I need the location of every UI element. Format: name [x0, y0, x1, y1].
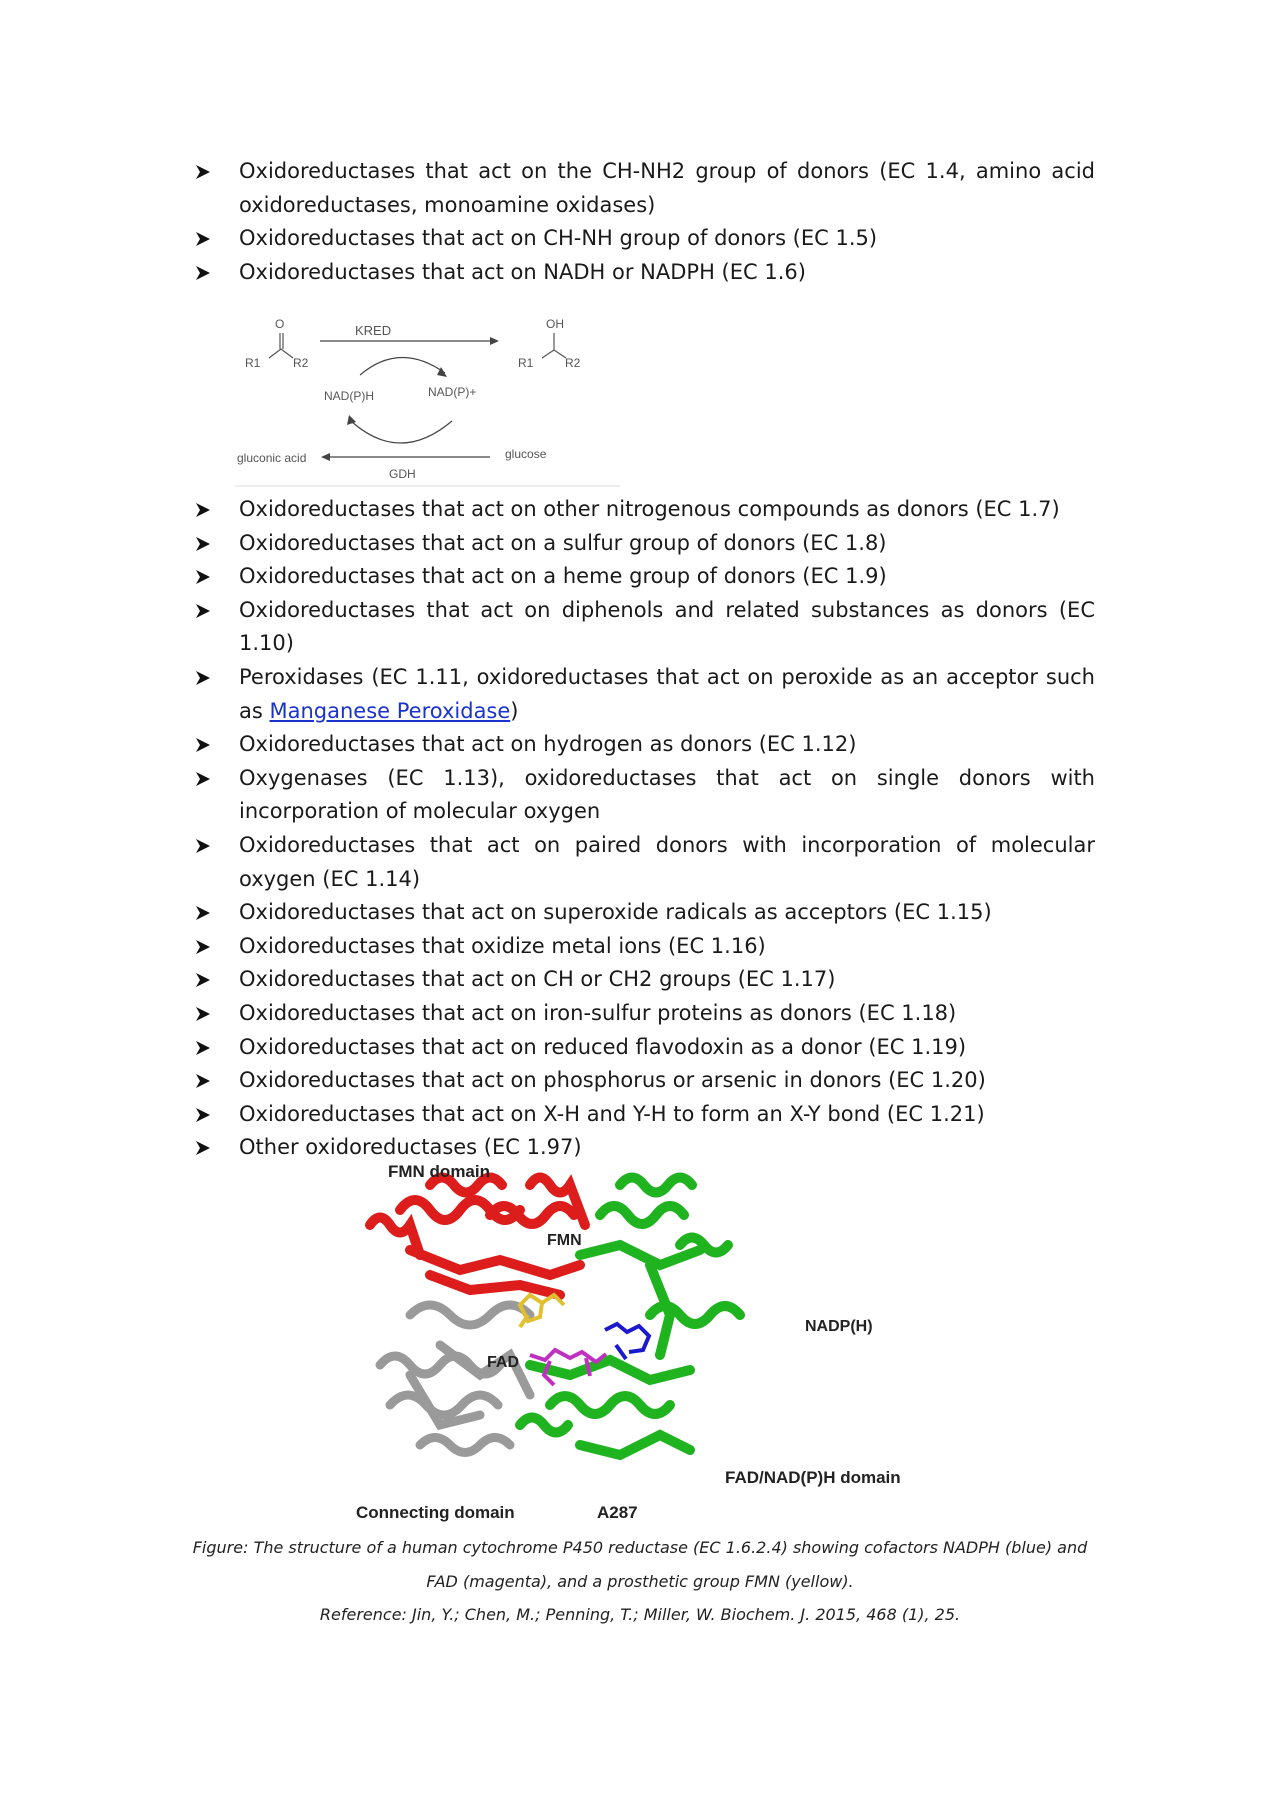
arrow-bullet-icon	[195, 737, 211, 753]
list-item-text: Oxidoreductases that act on iron-sulfur proteins as donors (EC 1.18)	[239, 1000, 957, 1025]
nadph-label: NAD(P)H	[324, 389, 374, 403]
list-item	[195, 527, 1095, 561]
glucose-label: glucose	[505, 447, 547, 461]
arrow-bullet-icon	[195, 603, 211, 619]
nadp-plus-label: NAD(P)+	[428, 385, 477, 399]
nadph-cofactor-sticks	[605, 1324, 649, 1359]
arrow-bullet-icon	[195, 771, 211, 787]
manganese-peroxidase-link[interactable]: Manganese Peroxidase	[269, 698, 511, 723]
arrow-bullet-icon	[195, 536, 211, 552]
nadph-figure-label: NADP(H)	[805, 1318, 873, 1335]
list-item-text: Oxidoreductases that act on CH or CH2 groups (EC 1.17)	[239, 967, 836, 992]
gluconic-acid-label: gluconic acid	[237, 451, 307, 465]
figure-reference: Reference: Jin, Y.; Chen, M.; Penning, T.; Miller, W. Biochem. J. 2015, 468 (1), 25.	[319, 1605, 961, 1624]
list-item-text: Oxidoreductases that act on a sulfur group of donors (EC 1.8)	[239, 530, 887, 555]
list-item	[195, 728, 1095, 762]
list-item	[195, 762, 1095, 829]
kred-gdh-reaction-scheme	[235, 305, 620, 490]
list-item	[195, 560, 1095, 594]
figure-caption: Figure: The structure of a human cytochrome P450 reductase (EC 1.6.2.4) showing cofactors NADPH (blue) and	[192, 1538, 1088, 1557]
list-item-text: Oxidoreductases that act on paired donors with incorporation of molecular oxygen (EC 1.14)	[239, 832, 1095, 891]
list-item	[195, 1064, 1095, 1098]
arrow-bullet-icon	[195, 1006, 211, 1022]
list-item-text: Oxidoreductases that act on reduced flavodoxin as a donor (EC 1.19)	[239, 1034, 967, 1059]
fad-nadph-domain-label: FAD/NAD(P)H domain	[725, 1468, 901, 1487]
arrow-bullet-icon	[195, 1107, 211, 1123]
connecting-domain-ribbon	[380, 1305, 530, 1453]
arrow-bullet-icon	[195, 905, 211, 921]
list-item	[195, 1131, 1095, 1165]
list-item-text-end: )	[510, 698, 519, 723]
fad-label: FAD	[487, 1354, 519, 1371]
list-item-text: Oxidoreductases that act on hydrogen as donors (EC 1.12)	[239, 732, 857, 757]
list-item	[195, 829, 1095, 896]
arrow-bullet-icon	[195, 939, 211, 955]
ec-list-top	[195, 155, 1095, 289]
list-item-text: Oxygenases (EC 1.13), oxidoreductases that act on single donors with incorporation of molecular oxygen	[239, 765, 1095, 824]
a287-residue-label: A287	[597, 1503, 638, 1522]
arrow-bullet-icon	[195, 569, 211, 585]
list-item	[195, 930, 1095, 964]
list-item	[195, 594, 1095, 661]
list-item	[195, 997, 1095, 1031]
r1-label: R1	[245, 356, 261, 370]
gdh-label: GDH	[389, 467, 416, 481]
arrow-bullet-icon	[195, 972, 211, 988]
list-item	[195, 1031, 1095, 1065]
hydroxyl-label: OH	[546, 317, 564, 331]
list-item	[195, 493, 1095, 527]
arrow-bullet-icon	[195, 1140, 211, 1156]
fmn-label: FMN	[547, 1232, 582, 1249]
list-item-text: Peroxidases (EC 1.11, oxidoreductases that act on peroxide as an acceptor such as	[239, 664, 1095, 723]
list-item	[195, 155, 1095, 222]
list-item	[195, 896, 1095, 930]
list-item-text: Oxidoreductases that act on CH-NH group of donors (EC 1.5)	[239, 226, 878, 251]
list-item	[195, 222, 1095, 256]
r2-product-label: R2	[565, 356, 581, 370]
ec-list-bottom	[195, 493, 1095, 1165]
list-item-text: Oxidoreductases that act on X-H and Y-H to form an X-Y bond (EC 1.21)	[239, 1101, 985, 1126]
arrow-bullet-icon	[195, 231, 211, 247]
list-item	[195, 1098, 1095, 1132]
r1-product-label: R1	[518, 356, 534, 370]
list-item	[195, 256, 1095, 290]
arrow-bullet-icon	[195, 164, 211, 180]
arrow-bullet-icon	[195, 1073, 211, 1089]
ketone-oxygen-label: O	[275, 317, 285, 331]
list-item-text: Oxidoreductases that act on a heme group of donors (EC 1.9)	[239, 564, 887, 589]
arrow-bullet-icon	[195, 502, 211, 518]
list-item-text: Oxidoreductases that act on diphenols and related substances as donors (EC 1.10)	[239, 597, 1095, 656]
list-item-text: Other oxidoreductases (EC 1.97)	[239, 1135, 582, 1160]
p450-reductase-structure-figure	[350, 1165, 950, 1525]
list-item	[195, 963, 1095, 997]
list-item-text: Oxidoreductases that act on other nitrogenous compounds as donors (EC 1.7)	[239, 497, 1060, 521]
connecting-domain-label: Connecting domain	[356, 1503, 515, 1522]
arrow-bullet-icon	[195, 265, 211, 281]
list-item	[195, 661, 1095, 728]
arrow-bullet-icon	[195, 670, 211, 686]
arrow-bullet-icon	[195, 1040, 211, 1056]
fad-domain-ribbon	[520, 1178, 740, 1456]
list-item-text: Oxidoreductases that act on NADH or NADPH (EC 1.6)	[239, 259, 806, 284]
r2-label: R2	[293, 356, 309, 370]
list-item-text: Oxidoreductases that act on superoxide radicals as acceptors (EC 1.15)	[239, 900, 992, 925]
list-item-text: Oxidoreductases that act on phosphorus or arsenic in donors (EC 1.20)	[239, 1068, 986, 1093]
arrow-bullet-icon	[195, 838, 211, 854]
figure-caption-cont: FAD (magenta), and a prosthetic group FMN (yellow).	[426, 1572, 854, 1591]
list-item-text: Oxidoreductases that act on the CH-NH2 group of donors (EC 1.4, amino acid oxidoreductases, monoamine oxidases)	[239, 159, 1095, 217]
kred-label: KRED	[355, 323, 392, 338]
list-item-text: Oxidoreductases that oxidize metal ions (EC 1.16)	[239, 933, 766, 958]
fmn-domain-label: FMN domain	[388, 1165, 490, 1181]
